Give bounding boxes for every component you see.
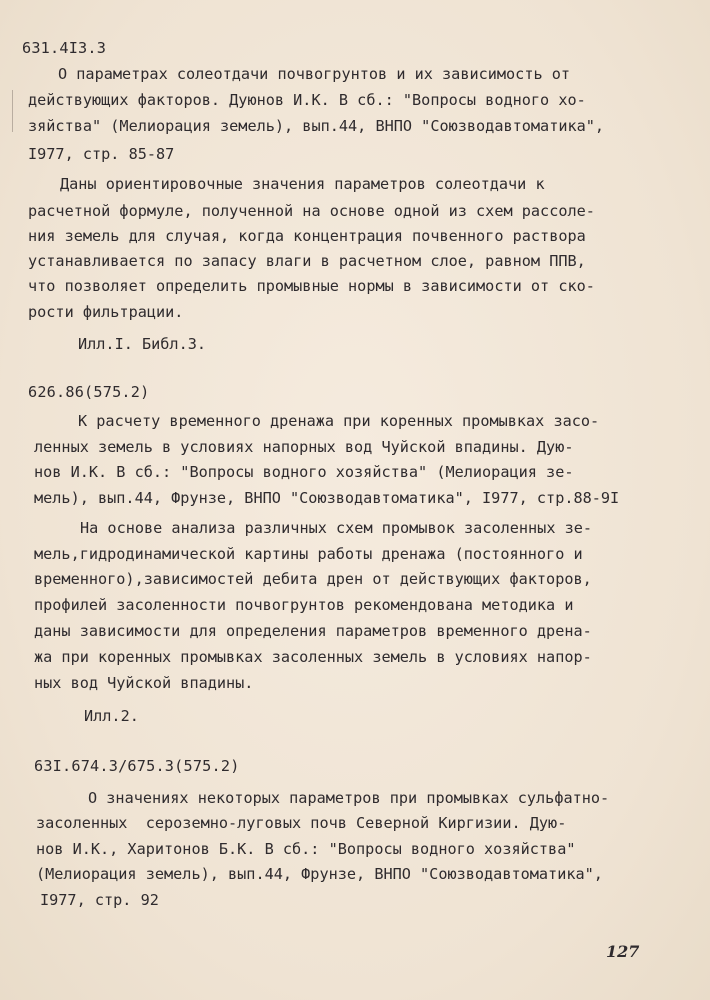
entry-2-note: Илл.2. — [84, 707, 139, 725]
entry-1-note: Илл.I. Библ.3. — [78, 335, 207, 353]
entry-2-abstract-line-3: временного),зависимостей дебита дрен от действующих факторов, — [34, 570, 592, 588]
entry-1-udc: 631.4I3.3 — [22, 39, 107, 57]
entry-2-abstract-line-4: профилей засоленности почвогрунтов рекомендована методика и — [34, 596, 574, 614]
entry-2-citation-line-3: нов И.К. В сб.: "Вопросы водного хозяйства" (Мелиорация зе- — [34, 463, 574, 481]
entry-3-udc: 63I.674.3/675.3(575.2) — [34, 757, 240, 775]
entry-2-citation-line-2: ленных земель в условиях напорных вод Чуйской впадины. Дую- — [34, 438, 574, 456]
entry-1-abstract-line-4: устанавливается по запасу влаги в расчетном слое, равном ППВ, — [28, 252, 586, 270]
entry-3-citation-line-3: нов И.К., Харитонов Б.К. В сб.: "Вопросы водного хозяйства" — [36, 840, 576, 858]
entry-2-abstract-line-1: На основе анализа различных схем промывок засоленных зе- — [80, 519, 593, 537]
margin-mark — [12, 90, 13, 132]
entry-1-citation-line-3: зяйства" (Мелиорация земель), вып.44, ВНПО "Союзводавтоматика", — [28, 117, 605, 135]
entry-2-udc: 626.86(575.2) — [28, 383, 150, 401]
entry-3-citation-line-5: I977, стр. 92 — [40, 891, 159, 909]
entry-2-abstract-line-5: даны зависимости для определения параметров временного дрена- — [34, 622, 592, 640]
entry-3-citation-line-1: О значениях некоторых параметров при промывках сульфатно- — [88, 789, 610, 807]
entry-2-abstract-line-2: мель,гидродинамической картины работы дренажа (постоянного и — [34, 545, 583, 563]
page-number: 127 — [606, 942, 640, 961]
entry-1-abstract-line-2: расчетной формуле, полученной на основе одной из схем рассоле- — [28, 202, 595, 220]
entry-1-abstract-line-6: рости фильтрации. — [28, 303, 184, 321]
entry-1-citation-line-2: действующих факторов. Дуюнов И.К. В сб.: "Вопросы водного хо- — [28, 91, 586, 109]
entry-2-abstract-line-6: жа при коренных промывках засоленных земель в условиях напор- — [34, 648, 592, 666]
entry-1-abstract-line-3: ния земель для случая, когда концентрация почвенного раствора — [28, 227, 586, 245]
entry-3-citation-line-2: засоленных сероземно-луговых почв Северной Киргизии. Дую- — [36, 814, 567, 832]
entry-2-citation-line-1: К расчету временного дренажа при коренных промывках засо- — [78, 412, 600, 430]
entry-1-abstract-line-1: Даны ориентировочные значения параметров солеотдачи к — [60, 175, 545, 193]
entry-1-citation-line-4: I977, стр. 85-87 — [28, 145, 175, 163]
entry-1-citation-line-1: О параметрах солеотдачи почвогрунтов и их зависимость от — [58, 65, 571, 83]
entry-1-abstract-line-5: что позволяет определить промывные нормы в зависимости от ско- — [28, 277, 595, 295]
entry-2-citation-line-4: мель), вып.44, Фрунзе, ВНПО "Союзводавтоматика", I977, стр.88-9I — [34, 489, 620, 507]
entry-3-citation-line-4: (Мелиорация земель), вып.44, Фрунзе, ВНПО "Союзводавтоматика", — [36, 865, 603, 883]
entry-2-abstract-line-7: ных вод Чуйской впадины. — [34, 674, 254, 692]
